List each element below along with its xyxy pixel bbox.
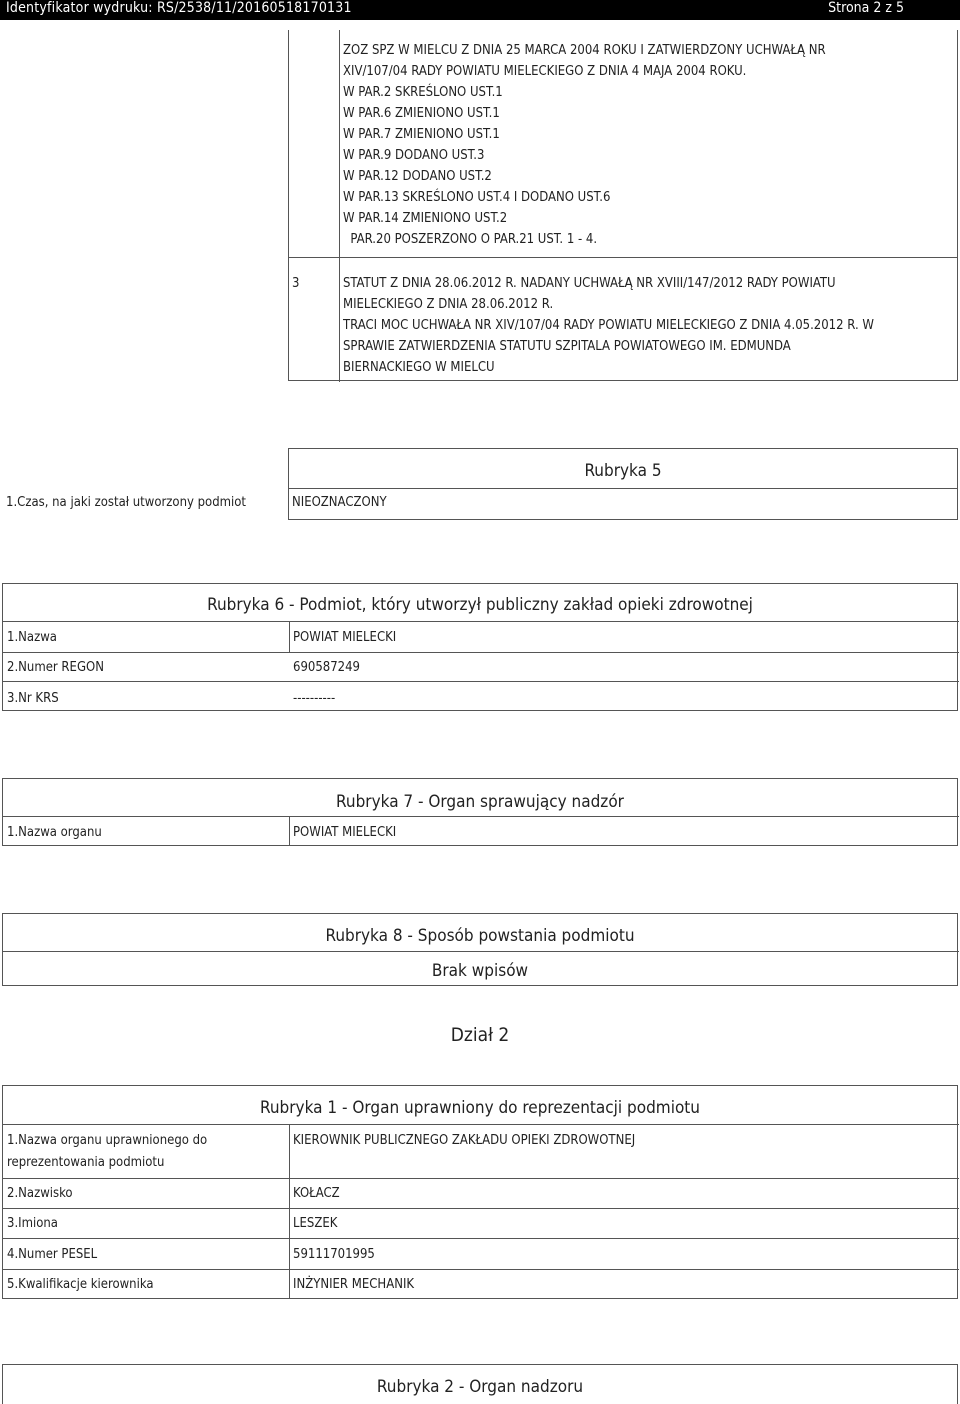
prev-entry-line: PAR.20 POSZERZONO O PAR.21 UST. 1 - 4. [343,232,598,247]
statute-line: BIERNACKIEGO W MIELCU [343,360,495,375]
rubryka-7-value: POWIAT MIELECKI [293,825,397,840]
prev-entry-line: W PAR.2 SKREŚLONO UST.1 [343,85,503,100]
rubryka-6-label: 1.Nazwa [7,630,57,645]
print-identifier: Identyfikator wydruku: RS/2538/11/20160518170131 [6,0,352,16]
rubryka-6-title: Rubryka 6 - Podmiot, który utworzył publiczny zakład opieki zdrowotnej [207,595,753,615]
rubryka-6-label: 2.Numer REGON [7,660,104,675]
statute-line: SPRAWIE ZATWIERDZENIA STATUTU SZPITALA POWIATOWEGO IM. EDMUNDA [343,339,791,354]
rubryka-5-label: 1.Czas, na jaki został utworzony podmiot [6,495,247,510]
rubryka-1 [2,1085,958,1299]
rubryka-7-title: Rubryka 7 - Organ sprawujący nadzór [336,792,624,812]
rubryka-8-empty: Brak wpisów [431,961,529,981]
rubryka-6-value: ---------- [293,691,336,706]
rubryka-1-value: KOŁACZ [293,1186,340,1201]
rubryka-1-value: 59111701995 [293,1247,375,1262]
prev-entry-line: ZOZ SPZ W MIELCU Z DNIA 25 MARCA 2004 ROKU I ZATWIERDZONY UCHWAŁĄ NR [343,43,826,58]
rubryka-6-label: 3.Nr KRS [7,691,59,706]
rubryka-1-value: LESZEK [293,1216,338,1231]
rubryka-5-value: NIEOZNACZONY [292,495,387,510]
rubryka-5-title: Rubryka 5 [584,461,662,481]
rubryka-6 [2,583,958,711]
rubryka-6-value: POWIAT MIELECKI [293,630,397,645]
statute-line: TRACI MOC UCHWAŁA NR XIV/107/04 RADY POWIATU MIELECKIEGO Z DNIA 4.05.2012 R. W [343,318,874,333]
rubryka-5-value-cell [288,488,958,520]
section-dzial-2: Dział 2 [450,1024,510,1046]
prev-entry-line: W PAR.7 ZMIENIONO UST.1 [343,127,500,142]
rubryka-7-label: 1.Nazwa organu [7,825,102,840]
page-number: Strona 2 z 5 [828,0,904,16]
rubryka-7 [2,778,958,846]
rubryka-1-label: reprezentowania podmiotu [7,1155,165,1170]
statute-line: STATUT Z DNIA 28.06.2012 R. NADANY UCHWAŁĄ NR XVIII/147/2012 RADY POWIATU [343,276,836,291]
rubryka-1-label: 5.Kwalifikacje kierownika [7,1277,154,1292]
rubryka-1-label: 1.Nazwa organu uprawnionego do [7,1133,208,1148]
statute-number: 3 [292,276,300,291]
prev-entry-line: XIV/107/04 RADY POWIATU MIELECKIEGO Z DNIA 4 MAJA 2004 ROKU. [343,64,747,79]
rubryka-5 [288,448,958,489]
prev-entry-line: W PAR.14 ZMIENIONO UST.2 [343,211,508,226]
rubryka-8 [2,913,958,986]
rubryka-1-label: 3.Imiona [7,1216,58,1231]
rubryka-1-title: Rubryka 1 - Organ uprawniony do reprezentacji podmiotu [260,1098,700,1118]
rubryka-1-value: KIEROWNIK PUBLICZNEGO ZAKŁADU OPIEKI ZDROWOTNEJ [293,1133,636,1148]
statute-line: MIELECKIEGO Z DNIA 28.06.2012 R. [343,297,554,312]
rubryka-2-title: Rubryka 2 - Organ nadzoru [376,1377,584,1397]
rubryka-2 [2,1364,958,1404]
prev-entry-line: W PAR.6 ZMIENIONO UST.1 [343,106,500,121]
prev-entry-box [288,30,958,258]
rubryka-6-value: 690587249 [293,660,360,675]
prev-entry-line: W PAR.12 DODANO UST.2 [343,169,492,184]
rubryka-8-title: Rubryka 8 - Sposób powstania podmiotu [325,926,635,946]
statute-entry-3 [288,257,958,381]
prev-entry-line: W PAR.13 SKREŚLONO UST.4 I DODANO UST.6 [343,190,611,205]
rubryka-1-label: 2.Nazwisko [7,1186,73,1201]
prev-entry-line: W PAR.9 DODANO UST.3 [343,148,485,163]
print-header [0,0,960,20]
rubryka-1-value: INŻYNIER MECHANIK [293,1277,415,1292]
rubryka-1-label: 4.Numer PESEL [7,1247,98,1262]
